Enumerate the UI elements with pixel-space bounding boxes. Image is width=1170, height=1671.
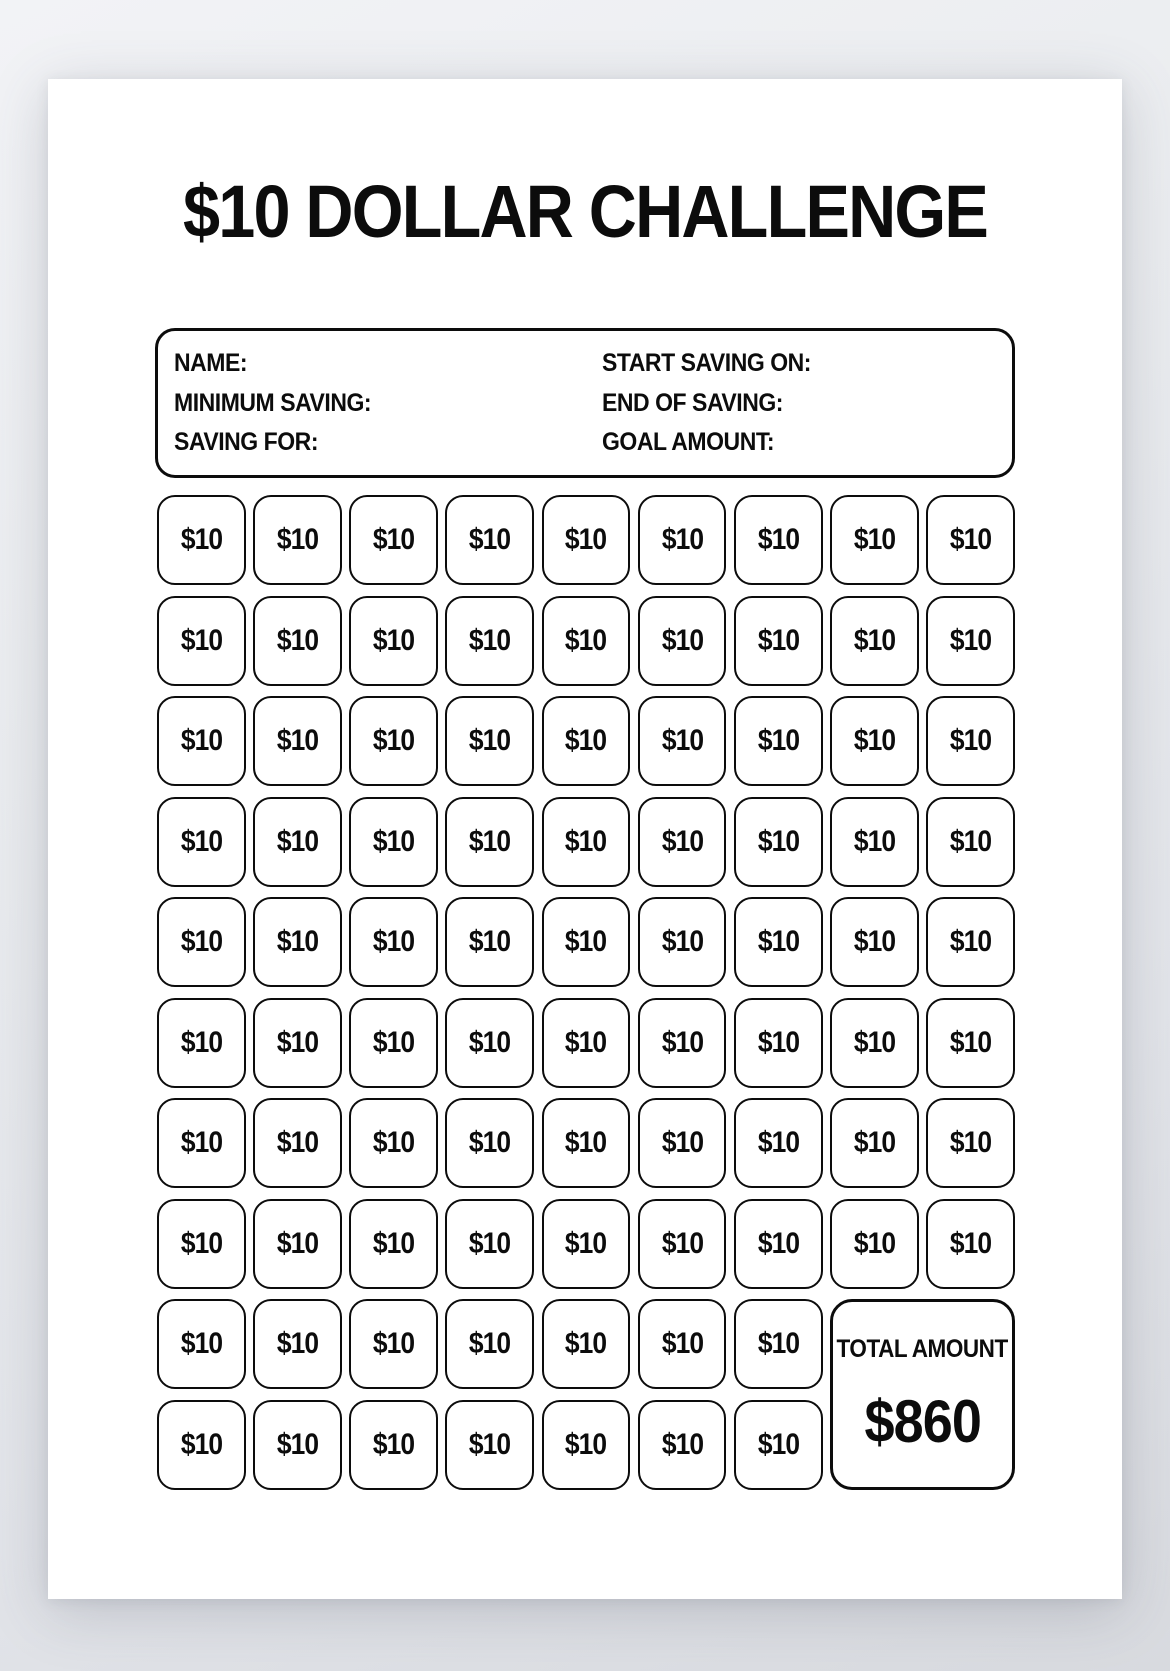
saving-cell-amount: $10 [661, 1226, 703, 1260]
minimum-saving-field-label: MINIMUM SAVING: [174, 388, 372, 417]
saving-cell[interactable] [734, 1098, 823, 1188]
saving-cell[interactable] [445, 1199, 534, 1289]
saving-cell-amount: $10 [372, 824, 415, 858]
saving-cell[interactable] [445, 495, 534, 585]
saving-cell[interactable] [253, 696, 342, 786]
saving-cell[interactable] [830, 696, 919, 786]
saving-for-field-label: SAVING FOR: [174, 427, 319, 456]
saving-cell-amount: $10 [469, 925, 511, 958]
saving-cell-amount: $10 [276, 1126, 319, 1159]
saving-cell-amount: $10 [757, 824, 800, 858]
saving-cell[interactable] [638, 1098, 727, 1188]
saving-cell[interactable] [542, 696, 631, 786]
saving-cell-amount: $10 [180, 623, 223, 657]
saving-cell-amount: $10 [180, 523, 223, 556]
saving-cell[interactable] [734, 696, 823, 786]
saving-cell[interactable] [542, 1299, 631, 1389]
saving-cell[interactable] [445, 596, 534, 686]
saving-cell-amount: $10 [565, 1427, 607, 1461]
saving-cell-amount: $10 [276, 724, 319, 757]
saving-cell-amount: $10 [949, 623, 992, 657]
saving-cell[interactable] [349, 1098, 438, 1188]
saving-cell[interactable] [926, 696, 1015, 786]
saving-cell[interactable] [734, 596, 823, 686]
saving-cell[interactable] [638, 1199, 727, 1289]
saving-cell[interactable] [349, 696, 438, 786]
saving-cell-amount: $10 [372, 1327, 415, 1360]
saving-cell-amount: $10 [372, 523, 415, 556]
saving-cell[interactable] [445, 897, 534, 987]
saving-cell[interactable] [926, 897, 1015, 987]
saving-cell-amount: $10 [565, 925, 607, 958]
saving-cell[interactable] [638, 797, 727, 887]
saving-cell-amount: $10 [372, 1025, 415, 1059]
saving-cell-amount: $10 [853, 724, 896, 757]
saving-cell-amount: $10 [372, 1126, 415, 1159]
saving-cell[interactable] [157, 897, 246, 987]
saving-cell-amount: $10 [276, 925, 319, 958]
saving-cell[interactable] [734, 998, 823, 1088]
saving-cell[interactable] [445, 797, 534, 887]
info-box [155, 328, 1015, 478]
saving-cell[interactable] [253, 596, 342, 686]
saving-cell[interactable] [445, 1098, 534, 1188]
saving-cell-amount: $10 [276, 1327, 319, 1360]
saving-cell-amount: $10 [469, 1427, 511, 1461]
end-of-saving-field-label: END OF SAVING: [602, 388, 783, 417]
saving-cell-amount: $10 [372, 1226, 415, 1260]
saving-cell[interactable] [638, 897, 727, 987]
saving-cell-amount: $10 [661, 1327, 703, 1360]
saving-cell[interactable] [253, 1098, 342, 1188]
saving-cell-amount: $10 [180, 1427, 223, 1461]
saving-cell[interactable] [445, 998, 534, 1088]
saving-cell[interactable] [253, 1199, 342, 1289]
goal-amount-field-label: GOAL AMOUNT: [602, 427, 775, 456]
saving-cell[interactable] [445, 696, 534, 786]
saving-cell-amount: $10 [853, 1226, 896, 1260]
saving-cell-amount: $10 [757, 1427, 800, 1461]
saving-cell[interactable] [638, 1299, 727, 1389]
saving-cell[interactable] [734, 1199, 823, 1289]
saving-cell-amount: $10 [757, 1226, 800, 1260]
saving-cell-amount: $10 [661, 1427, 703, 1461]
saving-cell[interactable] [349, 998, 438, 1088]
saving-cell-amount: $10 [949, 1025, 992, 1059]
saving-cell-amount: $10 [565, 1025, 607, 1059]
saving-cell-amount: $10 [757, 1126, 800, 1159]
saving-cell-amount: $10 [469, 1327, 511, 1360]
saving-cell[interactable] [830, 897, 919, 987]
saving-cell[interactable] [253, 1299, 342, 1389]
saving-cell-amount: $10 [757, 1327, 800, 1360]
saving-cell-amount: $10 [276, 523, 319, 556]
saving-cell[interactable] [638, 696, 727, 786]
saving-cell[interactable] [638, 596, 727, 686]
saving-cell[interactable] [157, 696, 246, 786]
saving-cell[interactable] [157, 596, 246, 686]
saving-cell[interactable] [157, 797, 246, 887]
saving-cell-amount: $10 [372, 724, 415, 757]
saving-cell-amount: $10 [180, 1126, 223, 1159]
saving-cell-amount: $10 [469, 1025, 511, 1059]
saving-cell[interactable] [349, 797, 438, 887]
saving-cell-amount: $10 [276, 1025, 319, 1059]
saving-cell-amount: $10 [180, 1327, 223, 1360]
saving-cell-amount: $10 [661, 925, 703, 958]
saving-cell-amount: $10 [180, 1025, 223, 1059]
saving-cell[interactable] [542, 897, 631, 987]
saving-cell[interactable] [349, 495, 438, 585]
saving-cell-amount: $10 [757, 925, 800, 958]
start-saving-on-field-label: START SAVING ON: [602, 349, 812, 378]
saving-cell-amount: $10 [853, 925, 896, 958]
saving-cell[interactable] [734, 495, 823, 585]
saving-cell[interactable] [542, 495, 631, 585]
saving-cell-amount: $10 [949, 824, 992, 858]
saving-cell-amount: $10 [661, 523, 703, 556]
saving-cell[interactable] [157, 1299, 246, 1389]
saving-cell[interactable] [926, 797, 1015, 887]
saving-cell-amount: $10 [180, 724, 223, 757]
saving-cell[interactable] [542, 1199, 631, 1289]
saving-cell-amount: $10 [469, 1226, 511, 1260]
saving-cell-amount: $10 [949, 1226, 992, 1260]
saving-cell[interactable] [253, 998, 342, 1088]
total-amount-value: $860 [864, 1387, 981, 1455]
saving-cell[interactable] [926, 495, 1015, 585]
saving-cell-amount: $10 [853, 824, 896, 858]
saving-cell[interactable] [542, 998, 631, 1088]
saving-cell[interactable] [157, 1199, 246, 1289]
saving-cell-amount: $10 [565, 523, 607, 556]
saving-cell[interactable] [542, 1098, 631, 1188]
saving-cell[interactable] [349, 1299, 438, 1389]
page-title: $10 DOLLAR CHALLENGE [183, 170, 987, 253]
saving-cell[interactable] [349, 1199, 438, 1289]
saving-cell-amount: $10 [565, 824, 607, 858]
saving-cell-amount: $10 [276, 1226, 319, 1260]
saving-cell[interactable] [830, 1199, 919, 1289]
saving-cell-amount: $10 [949, 724, 992, 757]
saving-cell[interactable] [253, 897, 342, 987]
saving-cell-amount: $10 [949, 523, 992, 556]
saving-cell[interactable] [638, 495, 727, 585]
saving-cell[interactable] [349, 1400, 438, 1490]
total-amount-box [830, 1299, 1015, 1490]
saving-cell-amount: $10 [661, 1126, 703, 1159]
saving-cell[interactable] [734, 1299, 823, 1389]
saving-cell[interactable] [349, 897, 438, 987]
saving-cell-amount: $10 [469, 523, 511, 556]
saving-cell-amount: $10 [949, 1126, 992, 1159]
saving-cell-amount: $10 [372, 1427, 415, 1461]
saving-cell-amount: $10 [949, 925, 992, 958]
saving-cell[interactable] [734, 897, 823, 987]
saving-cell[interactable] [542, 797, 631, 887]
saving-cell[interactable] [445, 1400, 534, 1490]
info-right-column [602, 331, 829, 475]
saving-cell-amount: $10 [565, 1327, 607, 1360]
saving-cell-amount: $10 [276, 1427, 319, 1461]
saving-cell[interactable] [253, 495, 342, 585]
saving-cell-amount: $10 [469, 623, 511, 657]
saving-cell-amount: $10 [661, 724, 703, 757]
saving-cell-amount: $10 [757, 724, 800, 757]
info-left-column [174, 331, 388, 475]
saving-cell[interactable] [253, 1400, 342, 1490]
saving-cell[interactable] [638, 1400, 727, 1490]
saving-cell-amount: $10 [180, 1226, 223, 1260]
saving-cell-amount: $10 [276, 623, 319, 657]
saving-cell-amount: $10 [372, 623, 415, 657]
saving-cell[interactable] [157, 1400, 246, 1490]
saving-cell[interactable] [349, 596, 438, 686]
saving-cell-amount: $10 [565, 623, 607, 657]
saving-cell-amount: $10 [180, 925, 223, 958]
saving-cell[interactable] [830, 998, 919, 1088]
saving-cell[interactable] [926, 1098, 1015, 1188]
saving-cell[interactable] [926, 998, 1015, 1088]
saving-cell-amount: $10 [757, 523, 800, 556]
saving-cell[interactable] [542, 1400, 631, 1490]
challenge-sheet [48, 79, 1122, 1599]
saving-cell-amount: $10 [565, 1126, 607, 1159]
saving-cell-amount: $10 [661, 824, 703, 858]
savings-grid [157, 495, 1015, 1490]
saving-cell-amount: $10 [853, 1025, 896, 1059]
saving-cell-amount: $10 [469, 824, 511, 858]
saving-cell-amount: $10 [372, 925, 415, 958]
saving-cell[interactable] [734, 1400, 823, 1490]
saving-cell[interactable] [926, 596, 1015, 686]
saving-cell-amount: $10 [469, 1126, 511, 1159]
saving-cell[interactable] [734, 797, 823, 887]
saving-cell-amount: $10 [469, 724, 511, 757]
saving-cell[interactable] [830, 495, 919, 585]
saving-cell[interactable] [253, 797, 342, 887]
saving-cell[interactable] [542, 596, 631, 686]
saving-cell[interactable] [638, 998, 727, 1088]
saving-cell-amount: $10 [853, 1126, 896, 1159]
saving-cell[interactable] [830, 797, 919, 887]
saving-cell[interactable] [157, 495, 246, 585]
saving-cell-amount: $10 [853, 623, 896, 657]
saving-cell-amount: $10 [853, 523, 896, 556]
saving-cell-amount: $10 [565, 724, 607, 757]
saving-cell-amount: $10 [276, 824, 319, 858]
saving-cell[interactable] [926, 1199, 1015, 1289]
saving-cell[interactable] [157, 1098, 246, 1188]
saving-cell-amount: $10 [565, 1226, 607, 1260]
name-field-label: NAME: [174, 349, 248, 378]
saving-cell[interactable] [445, 1299, 534, 1389]
saving-cell[interactable] [830, 596, 919, 686]
saving-cell-amount: $10 [661, 623, 703, 657]
saving-cell[interactable] [157, 998, 246, 1088]
saving-cell[interactable] [830, 1098, 919, 1188]
saving-cell-amount: $10 [661, 1025, 703, 1059]
total-amount-label: TOTAL AMOUNT [836, 1334, 1009, 1363]
saving-cell-amount: $10 [180, 824, 223, 858]
saving-cell-amount: $10 [757, 623, 800, 657]
saving-cell-amount: $10 [757, 1025, 800, 1059]
